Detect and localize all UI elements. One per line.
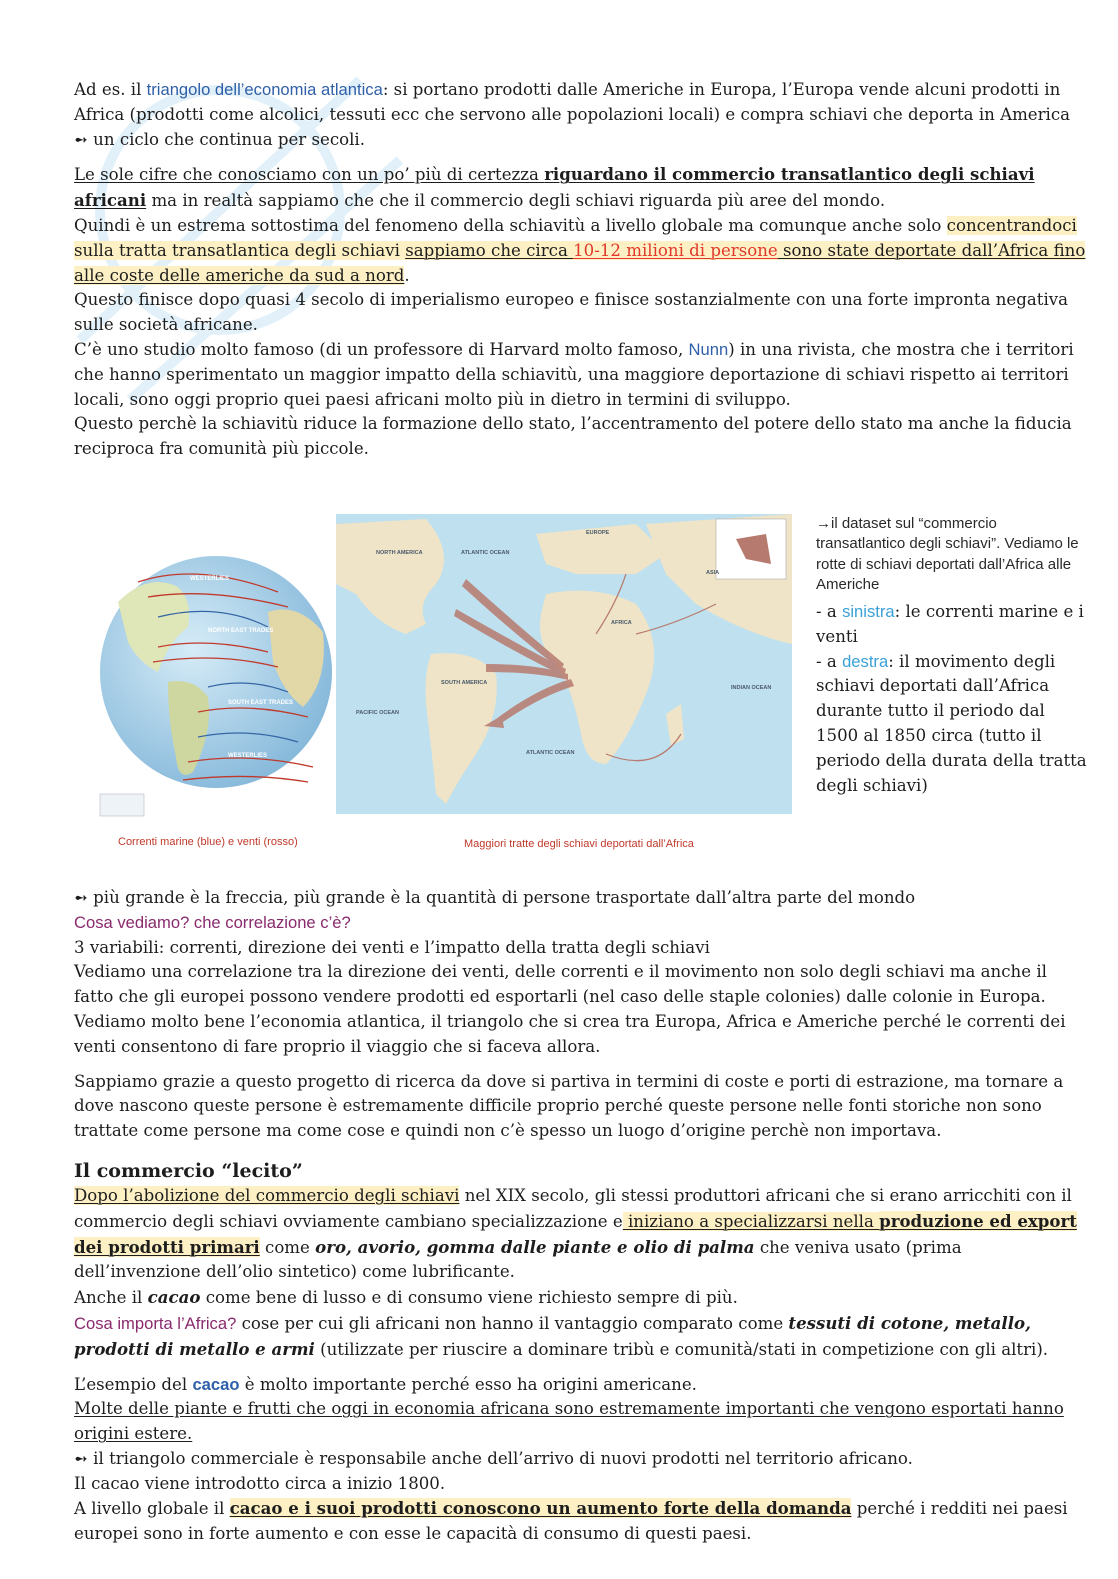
map-label: NORTH AMERICA bbox=[376, 549, 423, 556]
paragraph-triangle: Ad es. il triangolo dell’economia atlantica: si portano prodotti dalle Americhe in Europa, l’Europa vende alcuni prodotti in Africa (prodotti come alcolici, tessuti ecc che servono alle popolazioni locali) e compra schiavi che deporta in America ➻ un ciclo che continua per secoli. bbox=[74, 80, 1071, 149]
map-label: EUROPE bbox=[586, 529, 610, 536]
figure-row bbox=[74, 492, 1086, 872]
globe-currents-image bbox=[98, 532, 334, 828]
section-title: Il commercio “lecito” bbox=[74, 1159, 303, 1182]
map-label: ATLANTIC OCEAN bbox=[526, 749, 575, 756]
side-right-note: - a destra: il movimento degli schiavi deportati dall’Africa durante tutto il periodo dal 1500 al 1850 circa (tutto il periodo della durata della tratta degli schiavi) bbox=[816, 651, 1087, 795]
arrow-icon: ➻ bbox=[74, 1448, 88, 1468]
dataset-note: →il dataset sul “commercio transatlantico degli schiavi”. Vediamo le rotte di schiavi deportati dall’Africa alle Americhe bbox=[816, 514, 1079, 594]
map-label: SOUTH AMERICA bbox=[441, 679, 488, 686]
paragraph-figures: Le sole cifre che conosciamo con un po’ più di certezza riguardano il commercio transatlantico degli schiavi africani ma in realtà sappiamo che che il commercio degli schiavi riguarda più aree del mondo. Quindi è un estrema sottostima del fenomeno della schiavitù a livello globale ma comunque anche solo concentrandoci sulla tratta transatlantica degli schiavi sappiamo che circa 10-12 milioni di persone sono state deportate dall’Africa fino alle coste delle americhe da sud a nord. Questo finisce dopo quasi 4 secolo di imperialismo europeo e finisce sostanzialmente con una forte impronta negativa sulle società africane. C’è uno studio molto famoso (di un professore di Harvard molto famoso, Nunn) in una rivista, che mostra che i territori che hanno sperimentato un maggior impatto della schiavitù, una maggiore deportazione di schiavi rispetto ai territori locali, sono oggi proprio quei paesi africani molto più in dietro in termini di sviluppo. Questo perchè la schiavitù riduce la formazione dello stato, l’accentramento del potere dello stato ma anche la fiducia reciproca fra comunità più piccole. bbox=[74, 164, 1086, 459]
figure-side-notes bbox=[816, 514, 1088, 798]
arrow-icon: ➻ bbox=[74, 129, 88, 149]
map-label: PACIFIC OCEAN bbox=[356, 709, 399, 716]
side-left-note: - a sinistra: le correnti marine e i venti bbox=[816, 601, 1084, 646]
term-cacao: cacao bbox=[192, 1374, 240, 1394]
question-heading: Cosa importa l’Africa? bbox=[74, 1313, 237, 1333]
globe-label: NORTH EAST TRADES bbox=[208, 627, 274, 634]
term-triangolo: triangolo dell’economia atlantica bbox=[146, 80, 383, 99]
page-content bbox=[74, 78, 1086, 1547]
slave-trade-map-image bbox=[336, 514, 792, 814]
globe-label: SOUTH EAST TRADES bbox=[228, 699, 294, 706]
caption-right: Maggiori tratte degli schiavi deportati dall’Africa bbox=[464, 837, 694, 850]
paragraph-arrow-explanation: ➻ più grande è la freccia, più grande è la quantità di persone trasportate dall’altra parte del mondo Cosa vediamo? che correlazione c’è? 3 variabili: correnti, direzione dei venti e l’impatto della tratta degli schiavi Vediamo una correlazione tra la direzione dei venti, delle correnti e il movimento non solo degli schiavi ma anche il fatto che gli europei possono vendere prodotti ed esportarli (nel caso delle staple colonies) dalle colonie in Europa. Vediamo molto bene l’economia atlantica, il triangolo che si crea tra Europa, Africa e Americhe perché le correnti dei venti consentono di fare proprio il viaggio che si faceva allora. bbox=[74, 887, 1066, 1056]
map-label: INDIAN OCEAN bbox=[731, 684, 772, 691]
highlight-number: 10-12 milioni di persone bbox=[573, 240, 778, 260]
author-nunn: Nunn bbox=[688, 339, 729, 359]
map-label: AFRICA bbox=[611, 619, 632, 626]
paragraph-cacao: L’esempio del cacao è molto importante perché esso ha origini americane. Molte delle piante e frutti che oggi in economia africana sono estremamente importanti che vengono esportati hanno origini estere. ➻ il triangolo commerciale è responsabile anche dell’arrivo di nuovi prodotti nel territorio africano. Il cacao viene introdotto circa a inizio 1800. A livello globale il cacao e i suoi prodotti conoscono un aumento forte della domanda perché i redditi nei paesi europei sono in forte aumento e con esse le capacità di consumo di questi paesi. bbox=[74, 1374, 1068, 1544]
question-heading: Cosa vediamo? che correlazione c’è? bbox=[74, 912, 351, 932]
globe-label: WESTERLIES bbox=[190, 575, 230, 582]
globe-label: WESTERLIES bbox=[228, 752, 268, 759]
paragraph-lecito: Dopo l’abolizione del commercio degli schiavi nel XIX secolo, gli stessi produttori africani che si erano arricchiti con il commercio degli schiavi ovviamente cambiano specializzazione e iniziano a specializzarsi nella produzione ed export dei prodotti primari come oro, avorio, gomma dalle piante e olio di palma che veniva usato (prima dell’invenzione dell’olio sintetico) come lubrificante. Anche il cacao come bene di lusso e di consumo viene richiesto sempre di più. Cosa importa l’Africa? cose per cui gli africani non hanno il vantaggio comparato come tessuti di cotone, metallo, prodotti di metallo e armi (utilizzate per riuscire a dominare tribù e comunità/stati in competizione con gli altri). bbox=[74, 1185, 1077, 1359]
map-label: ASIA bbox=[706, 569, 720, 576]
map-label: ATLANTIC OCEAN bbox=[461, 549, 510, 556]
paragraph-research: Sappiamo grazie a questo progetto di ricerca da dove si partiva in termini di coste e porti di estrazione, ma tornare a dove nascono queste persone è estremamente difficile proprio perché queste persone nelle fonti storiche non sono trattate come persone ma come cose e quindi non c’è spesso un luogo d’origine perchè non importava. bbox=[74, 1071, 1064, 1141]
arrow-icon: ➻ bbox=[74, 887, 88, 907]
caption-left: Correnti marine (blue) e venti (rosso) bbox=[118, 835, 298, 848]
